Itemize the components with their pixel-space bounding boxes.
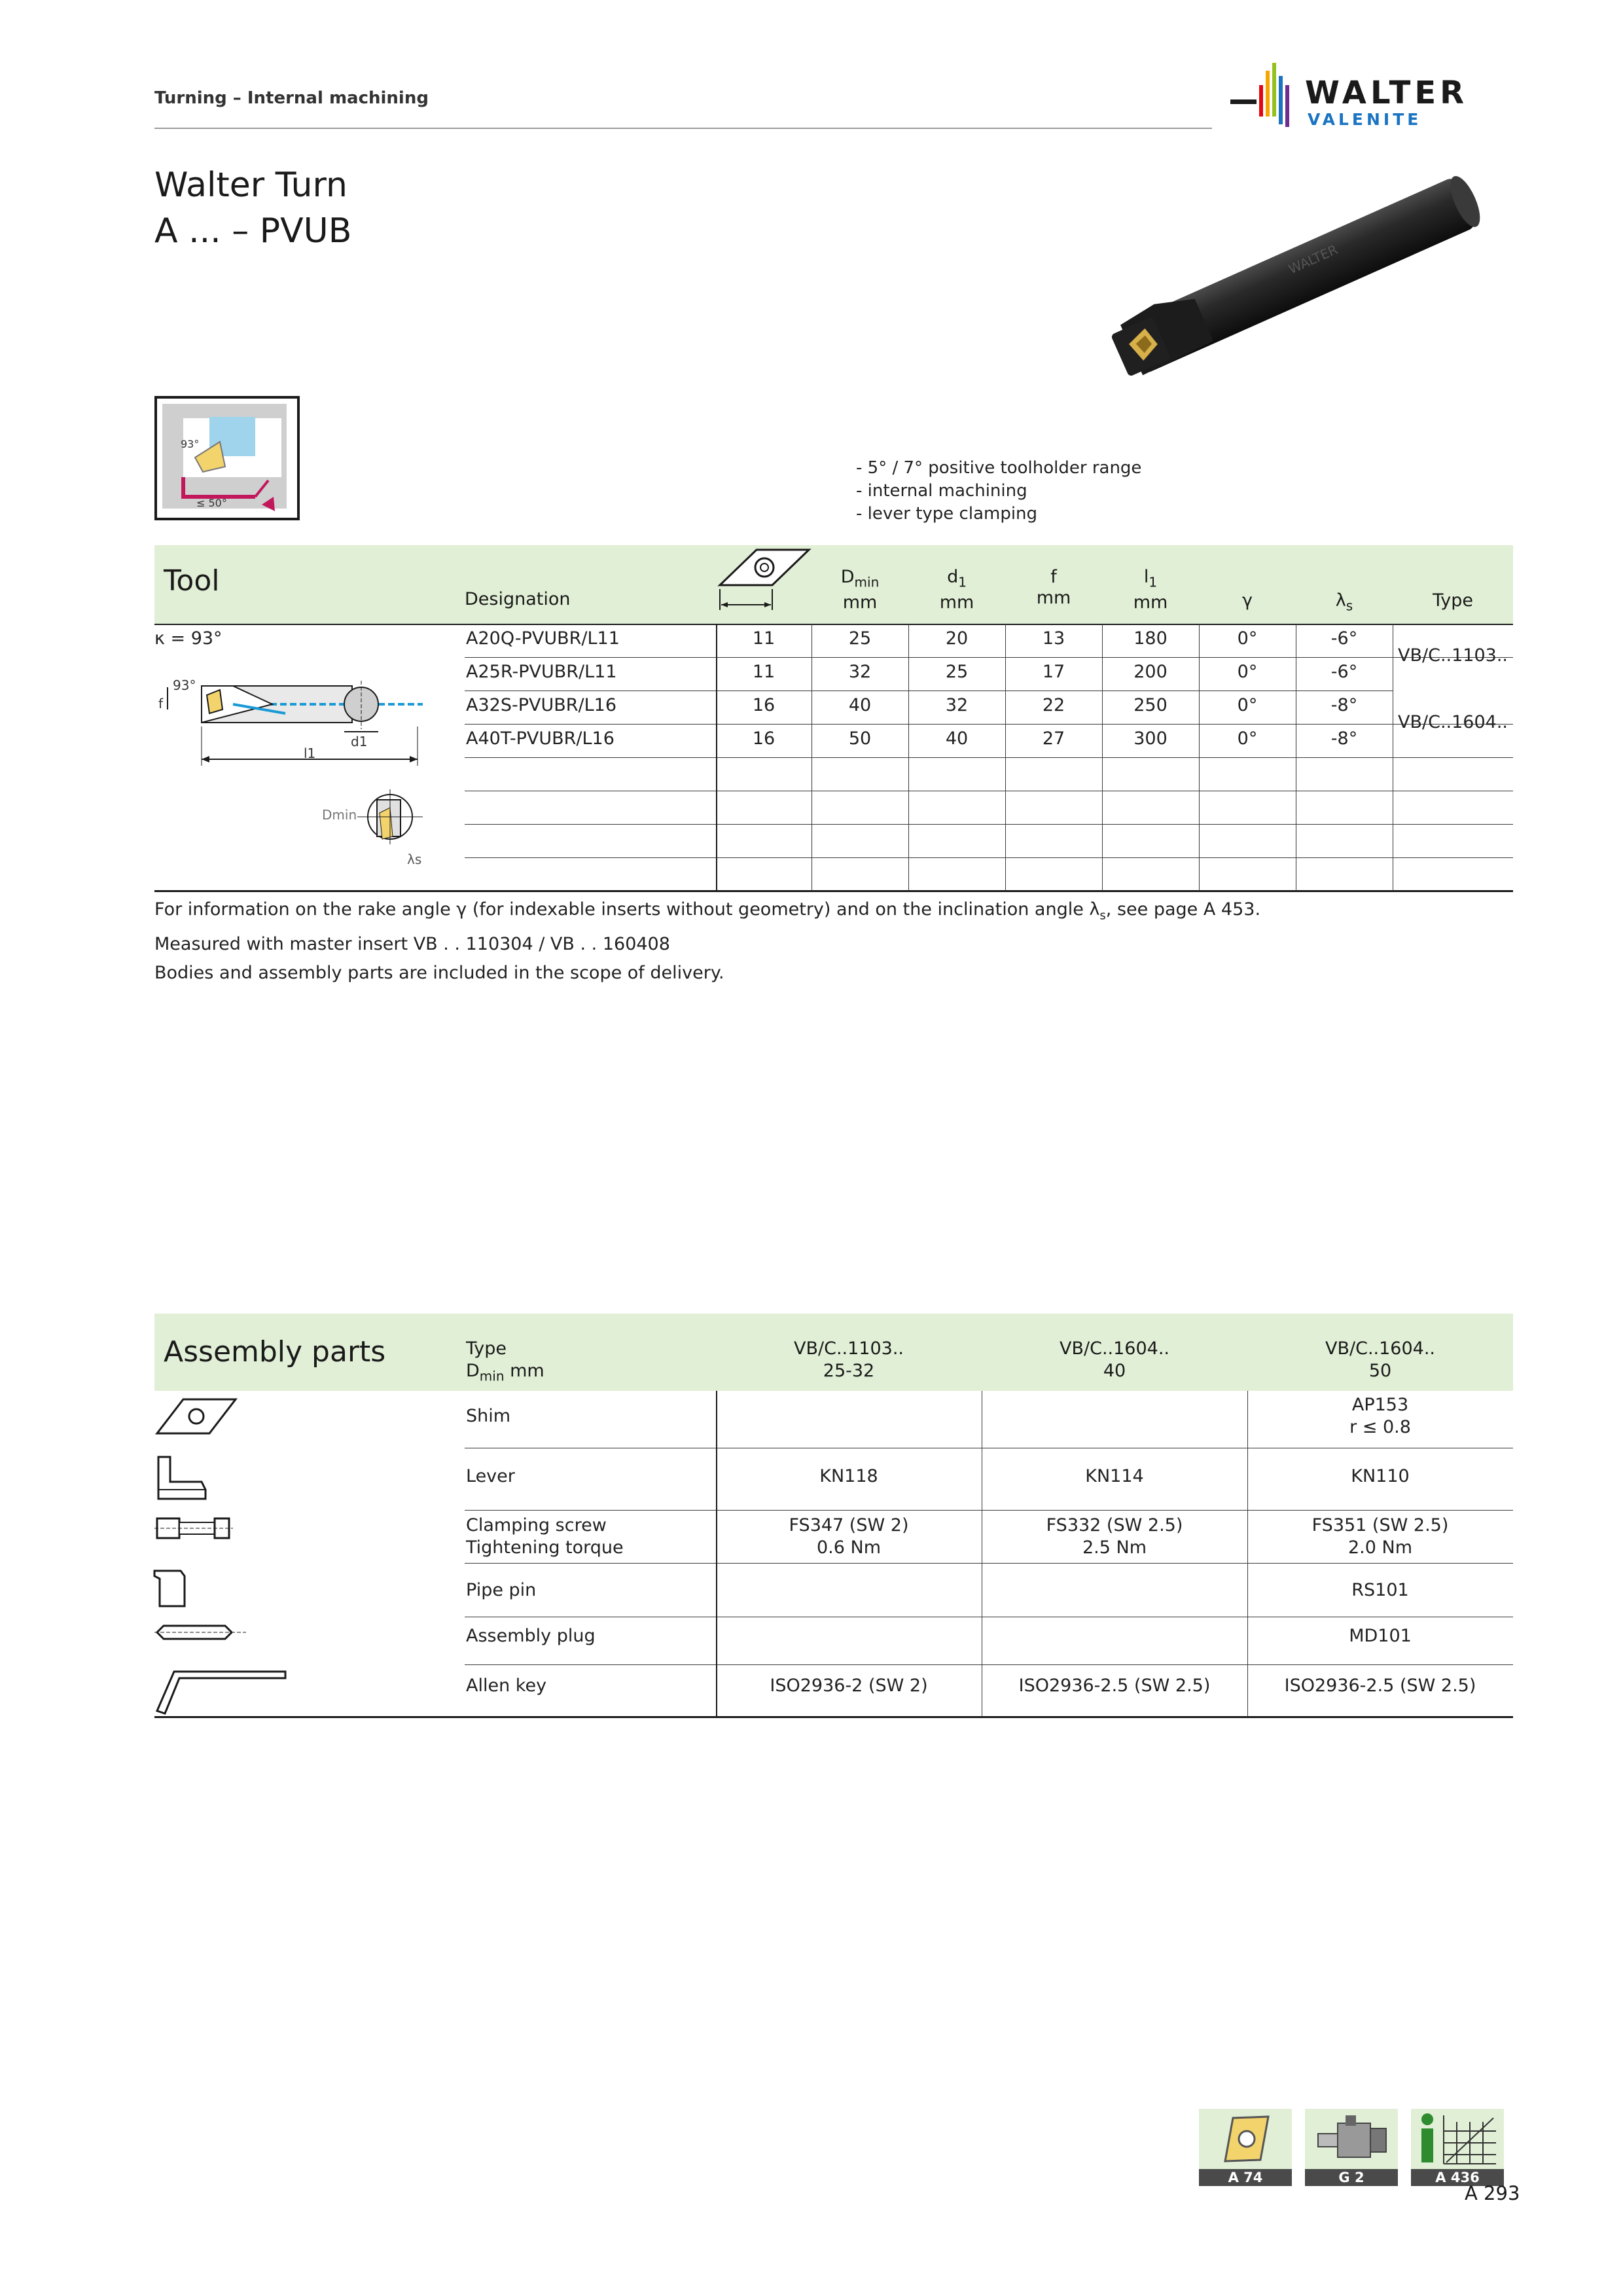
insert-size-cell: 16 — [752, 695, 776, 715]
table-rule — [465, 824, 1513, 825]
lambda-cell: -8° — [1330, 728, 1358, 749]
d1-cell: 20 — [945, 628, 969, 649]
diagram-limit: ≤ 50° — [196, 497, 227, 509]
clamping-screw-icon — [154, 1513, 233, 1543]
table-rule — [465, 657, 1513, 658]
boring-bar-photo — [1073, 157, 1518, 380]
logo-subbrand: VALENITE — [1308, 110, 1422, 129]
svg-text:WALTER: WALTER — [1286, 241, 1340, 278]
type-cell: VB/C..1604.. — [1398, 712, 1508, 732]
table-rule — [154, 624, 1513, 625]
part-label: Lever — [466, 1466, 515, 1486]
insert-shape-icon — [717, 546, 812, 613]
part-cell: RS101 — [1351, 1580, 1409, 1600]
header-rule — [154, 128, 1212, 129]
table-rule — [465, 757, 1513, 758]
page-title — [154, 162, 351, 254]
ref-technical-info[interactable] — [1411, 2109, 1504, 2189]
designation-cell: A40T-PVUBR/L16 — [466, 728, 615, 749]
part-cell: KN114 — [1085, 1466, 1144, 1486]
lambda-cell: -6° — [1330, 662, 1358, 682]
insert-size-cell: 11 — [752, 628, 776, 649]
f-cell: 17 — [1042, 662, 1065, 682]
diagram-d1: d1 — [351, 734, 368, 749]
feature-item: - 5° / 7° positive toolholder range — [856, 458, 1142, 478]
feature-item: - internal machining — [856, 481, 1027, 501]
dmin-cell: 50 — [848, 728, 872, 749]
part-cell: FS351 (SW 2.5) 2.0 Nm — [1311, 1515, 1449, 1558]
part-label: Assembly plug — [466, 1626, 596, 1646]
col-l1: $l_1$ mm — [1133, 567, 1168, 613]
col-type: Type — [1432, 590, 1473, 611]
col-f: f mm — [1036, 567, 1071, 608]
table-rule — [465, 1664, 1513, 1665]
col-designation: Designation — [465, 589, 571, 609]
part-cell: FS347 (SW 2) 0.6 Nm — [789, 1515, 909, 1558]
part-label: Pipe pin — [466, 1580, 537, 1600]
designation-cell: A20Q-PVUBR/L11 — [466, 628, 620, 649]
feature-item: - lever type clamping — [856, 504, 1038, 524]
lambda-cell: -6° — [1330, 628, 1358, 649]
ref-inserts[interactable] — [1199, 2109, 1292, 2189]
part-cell: ISO2936-2.5 (SW 2.5) — [1018, 1676, 1211, 1696]
col-lambda: $\lambda_s$ — [1335, 590, 1353, 614]
assembly-plug-icon — [154, 1621, 246, 1644]
note-line: Bodies and assembly parts are included in the scope of delivery. — [154, 963, 724, 984]
title-line-1: Walter Turn — [154, 166, 348, 205]
part-cell: MD101 — [1349, 1626, 1412, 1646]
assembly-col-head: VB/C..1103.. 25-32 — [794, 1338, 904, 1381]
tool-dimension-diagram — [154, 661, 429, 877]
d1-cell: 32 — [945, 695, 969, 715]
feature-list — [856, 457, 1141, 526]
f-cell: 22 — [1042, 695, 1065, 715]
gamma-cell: 0° — [1237, 662, 1258, 682]
diagram-dmin: Dmin — [322, 807, 357, 823]
dmin-cell: 25 — [848, 628, 872, 649]
part-cell: KN110 — [1351, 1466, 1410, 1486]
l1-cell: 300 — [1133, 728, 1168, 749]
col-gamma: γ — [1242, 590, 1253, 611]
designation-cell: A25R-PVUBR/L11 — [466, 662, 617, 682]
note-line: For information on the rake angle γ (for indexable inserts without geometry) and on the inclination angle $\lambda_s$, see page A 453. — [154, 899, 1261, 923]
logo-wordmark: WALTER — [1305, 75, 1469, 111]
table-rule — [465, 724, 1513, 725]
shim-icon — [154, 1394, 240, 1440]
insert-size-cell: 11 — [752, 662, 776, 682]
table-notes — [154, 895, 1260, 988]
designation-cell: A32S-PVUBR/L16 — [466, 695, 617, 715]
l1-cell: 250 — [1133, 695, 1168, 715]
diagram-angle: 93° — [181, 438, 200, 450]
l1-cell: 200 — [1133, 662, 1168, 682]
table-rule — [154, 890, 1513, 892]
internal-turning-icon — [157, 399, 297, 518]
f-cell: 27 — [1042, 728, 1065, 749]
note-line: Measured with master insert VB . . 110304 / VB . . 160408 — [154, 934, 670, 955]
walter-logo — [1230, 59, 1505, 131]
gamma-cell: 0° — [1237, 628, 1258, 649]
part-label: Shim — [466, 1406, 511, 1426]
diagram-93: 93° — [173, 677, 196, 693]
kappa-label: κ = 93° — [154, 628, 223, 649]
l1-cell: 180 — [1133, 628, 1168, 649]
col-dmin: $D_{min}$ mm — [840, 567, 880, 613]
ref-label: A 74 — [1199, 2169, 1292, 2186]
part-cell: ISO2936-2.5 (SW 2.5) — [1284, 1676, 1476, 1696]
assembly-col-head: VB/C..1604.. 40 — [1060, 1338, 1169, 1381]
diagram-lambda: λs — [407, 852, 422, 867]
col-d1: $d_1$ mm — [939, 567, 974, 613]
part-label: Clamping screw Tightening torque — [466, 1515, 624, 1558]
d1-cell: 25 — [945, 662, 969, 682]
title-line-2: A ... – PVUB — [154, 211, 352, 251]
tool-section-title: Tool — [164, 564, 220, 598]
assembly-head-label: Type $D_{min}$ mm — [466, 1338, 544, 1384]
part-label: Allen key — [466, 1676, 547, 1696]
lever-icon — [151, 1453, 209, 1503]
part-cell: KN118 — [819, 1466, 878, 1486]
lambda-cell: -8° — [1330, 695, 1358, 715]
part-cell: FS332 (SW 2.5) 2.5 Nm — [1046, 1515, 1183, 1558]
d1-cell: 40 — [945, 728, 969, 749]
allen-key-icon — [154, 1662, 292, 1715]
table-rule — [154, 1716, 1513, 1718]
insert-size-cell: 16 — [752, 728, 776, 749]
diagram-f: f — [158, 696, 164, 711]
gamma-cell: 0° — [1237, 728, 1258, 749]
gamma-cell: 0° — [1237, 695, 1258, 715]
table-rule — [465, 857, 1513, 858]
application-diagram — [154, 396, 300, 520]
part-cell: ISO2936-2 (SW 2) — [770, 1676, 928, 1696]
section-label: Turning – Internal machining — [154, 88, 429, 108]
table-rule — [465, 1510, 1513, 1511]
dmin-cell: 32 — [848, 662, 872, 682]
logo-bars-icon — [1230, 59, 1302, 131]
ref-label: G 2 — [1305, 2169, 1398, 2186]
type-cell: VB/C..1103.. — [1398, 645, 1508, 666]
assembly-col-head: VB/C..1604.. 50 — [1325, 1338, 1435, 1381]
ref-label: A 436 — [1411, 2169, 1504, 2186]
ref-adaptors[interactable] — [1305, 2109, 1398, 2189]
part-cell: AP153 r ≤ 0.8 — [1349, 1395, 1411, 1437]
pipe-pin-icon — [151, 1567, 190, 1609]
assembly-section-title: Assembly parts — [164, 1335, 386, 1369]
dmin-cell: 40 — [848, 695, 872, 715]
f-cell: 13 — [1042, 628, 1065, 649]
page-number: A 293 — [1465, 2182, 1520, 2204]
diagram-l1: l1 — [304, 745, 316, 761]
table-rule — [465, 1563, 1513, 1564]
